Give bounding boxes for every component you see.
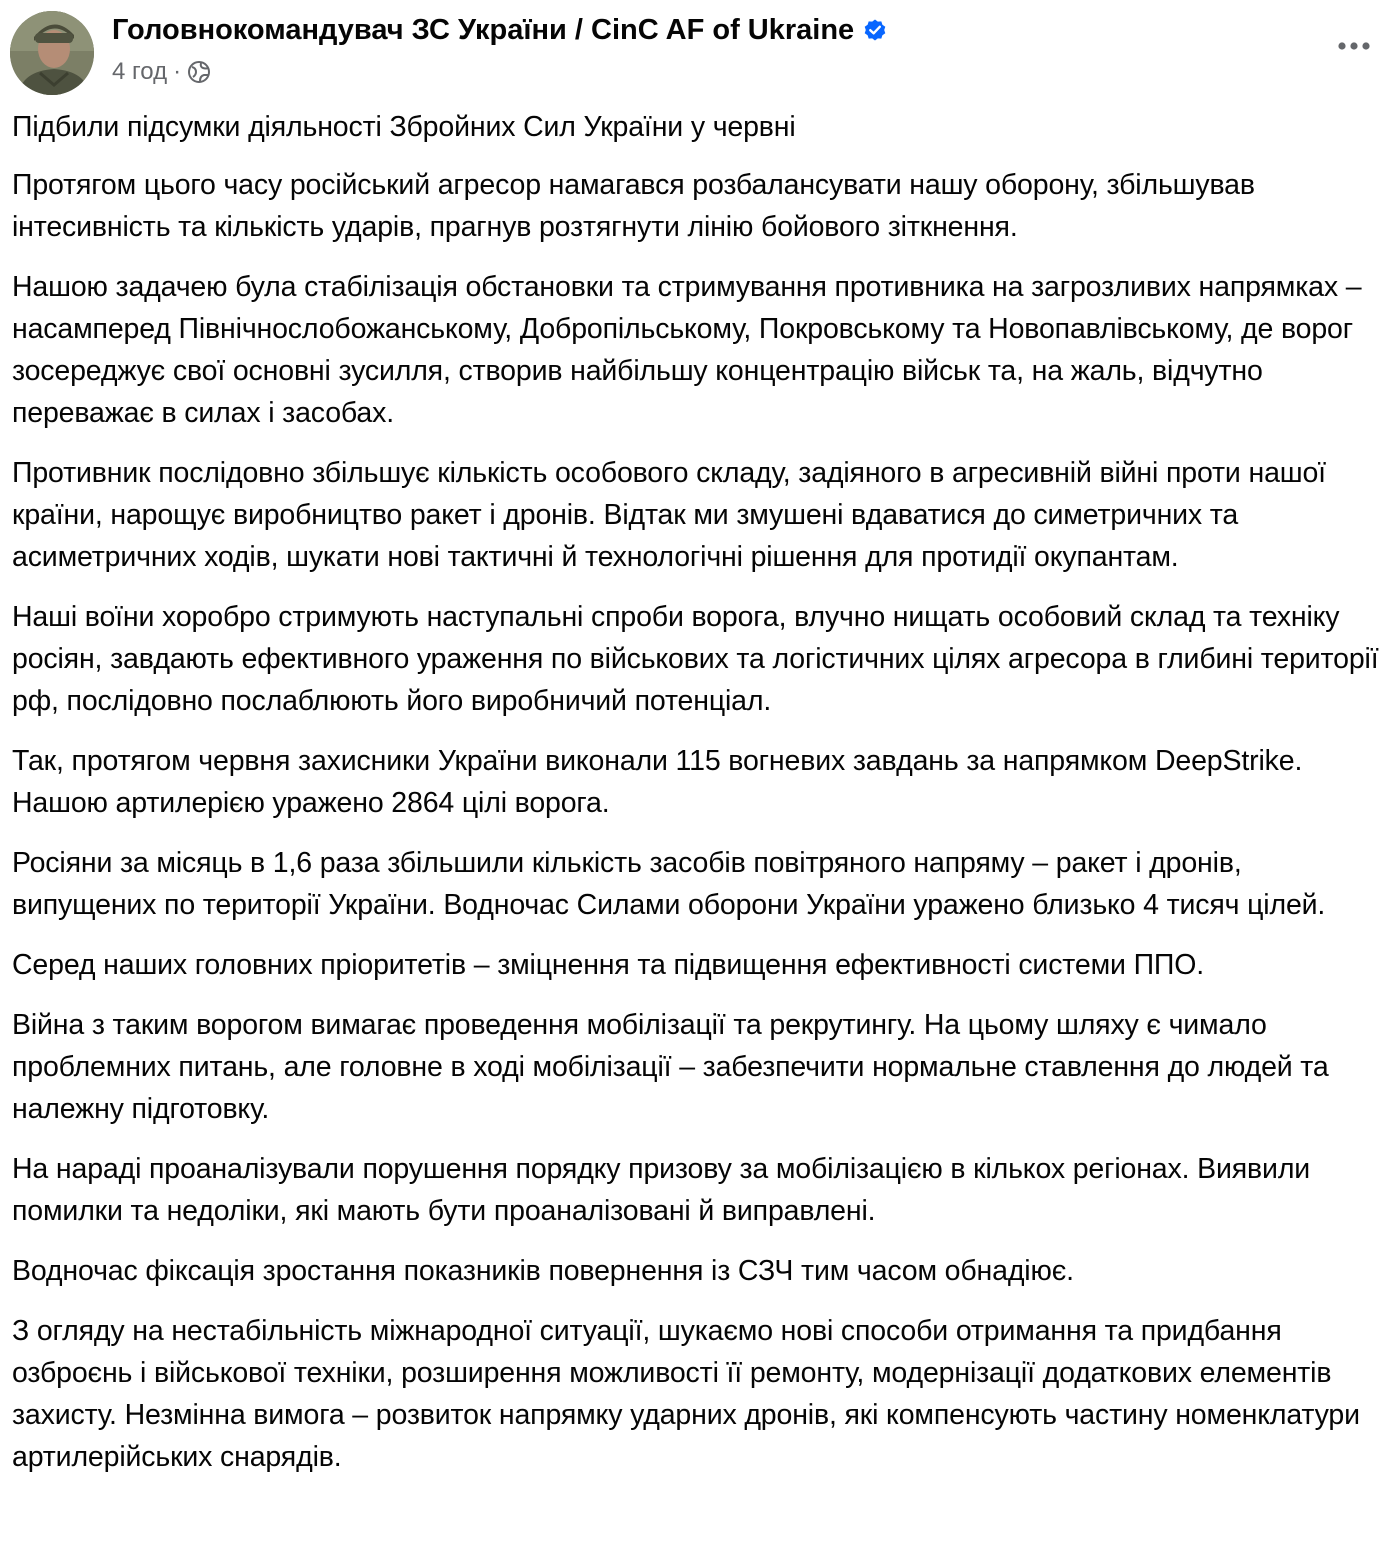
post-header xyxy=(0,0,1400,100)
post-paragraph: Нашою задачею була стабілізація обстановки та стримування противника на загрозливих напрямках – насамперед Північнослобожанському, Добропільському, Покровському та Новопавлівському, де ворог зосереджує свої основні зусилля, створив найбільшу концентрацію військ та, на жаль, відчутно переважає в силах і засобах. xyxy=(12,271,1362,429)
post-paragraph: З огляду на нестабільність міжнародної ситуації, шукаємо нові способи отримання та придбання озброєнь і військової техніки, розширення можливості її ремонту, модернізації додаткових елементів захисту. Незмінна вимога – розвиток напрямку ударних дронів, які компенсують частину номенклатури артилерійських снарядів. xyxy=(12,1315,1360,1473)
meta-separator: · xyxy=(173,58,182,85)
author-line xyxy=(112,10,888,50)
post-paragraph: Так, протягом червня захисники України виконали 115 вогневих завдань за напрямком DeepStrike. Нашою артилерією уражено 2864 цілі ворога. xyxy=(12,745,1303,819)
more-options-button[interactable] xyxy=(1330,26,1378,66)
post-meta xyxy=(112,55,211,89)
post-paragraph: Росіяни за місяць в 1,6 раза збільшили кількість засобів повітряного напряму – ракет і дронів, випущених по території України. Водночас Силами оборони України уражено близько 4 тисяч цілей. xyxy=(12,847,1326,921)
verified-badge-icon xyxy=(862,17,888,43)
post-paragraph: На нараді проаналізували порушення порядку призову за мобілізацією в кількох регіонах. Виявили помилки та недоліки, які мають бути проаналізовані й виправлені. xyxy=(12,1153,1311,1227)
post-text xyxy=(12,106,1392,1496)
more-options-icon xyxy=(1337,41,1371,51)
post-paragraph: Війна з таким ворогом вимагає проведення мобілізації та рекрутингу. На цьому шляху є чимало проблемних питань, але головне в ході мобілізації – забезпечити нормальне ставлення до людей та належну підготовку. xyxy=(12,1009,1329,1125)
post-paragraph: Водночас фіксація зростання показників повернення із СЗЧ тим часом обнадіює. xyxy=(12,1255,1074,1287)
globe-icon[interactable] xyxy=(187,60,211,84)
post-paragraph: Наші воїни хоробро стримують наступальні спроби ворога, влучно нищать особовий склад та техніку росіян, завдають ефективного ураження по військових та логістичних цілях агресора в глибині території рф, послідовно послаблюють його виробничий потенціал. xyxy=(12,601,1379,717)
avatar-image xyxy=(10,11,94,95)
post-paragraph: Підбили підсумки діяльності Збройних Сил України у червні xyxy=(12,111,796,143)
post-paragraph: Протягом цього часу російський агресор намагався розбалансувати нашу оборону, збільшував інтесивність та кількість ударів, прагнув розтягнути лінію бойового зіткнення. xyxy=(12,169,1255,243)
author-avatar[interactable] xyxy=(10,11,94,95)
post-paragraph: Противник послідовно збільшує кількість особового складу, задіяного в агресивній війні проти нашої країни, нарощує виробництво ракет і дронів. Відтак ми змушені вдаватися до симетричних та асиметричних ходів, шукати нові тактичні й технологічні рішення для протидії окупантам. xyxy=(12,457,1326,573)
post-paragraph: Серед наших головних пріоритетів – зміцнення та підвищення ефективності системи ППО. xyxy=(12,949,1205,981)
author-name[interactable]: Головнокомандувач ЗС України / CinC AF of Ukraine xyxy=(112,13,855,46)
post-timestamp[interactable]: 4 год xyxy=(112,58,168,85)
